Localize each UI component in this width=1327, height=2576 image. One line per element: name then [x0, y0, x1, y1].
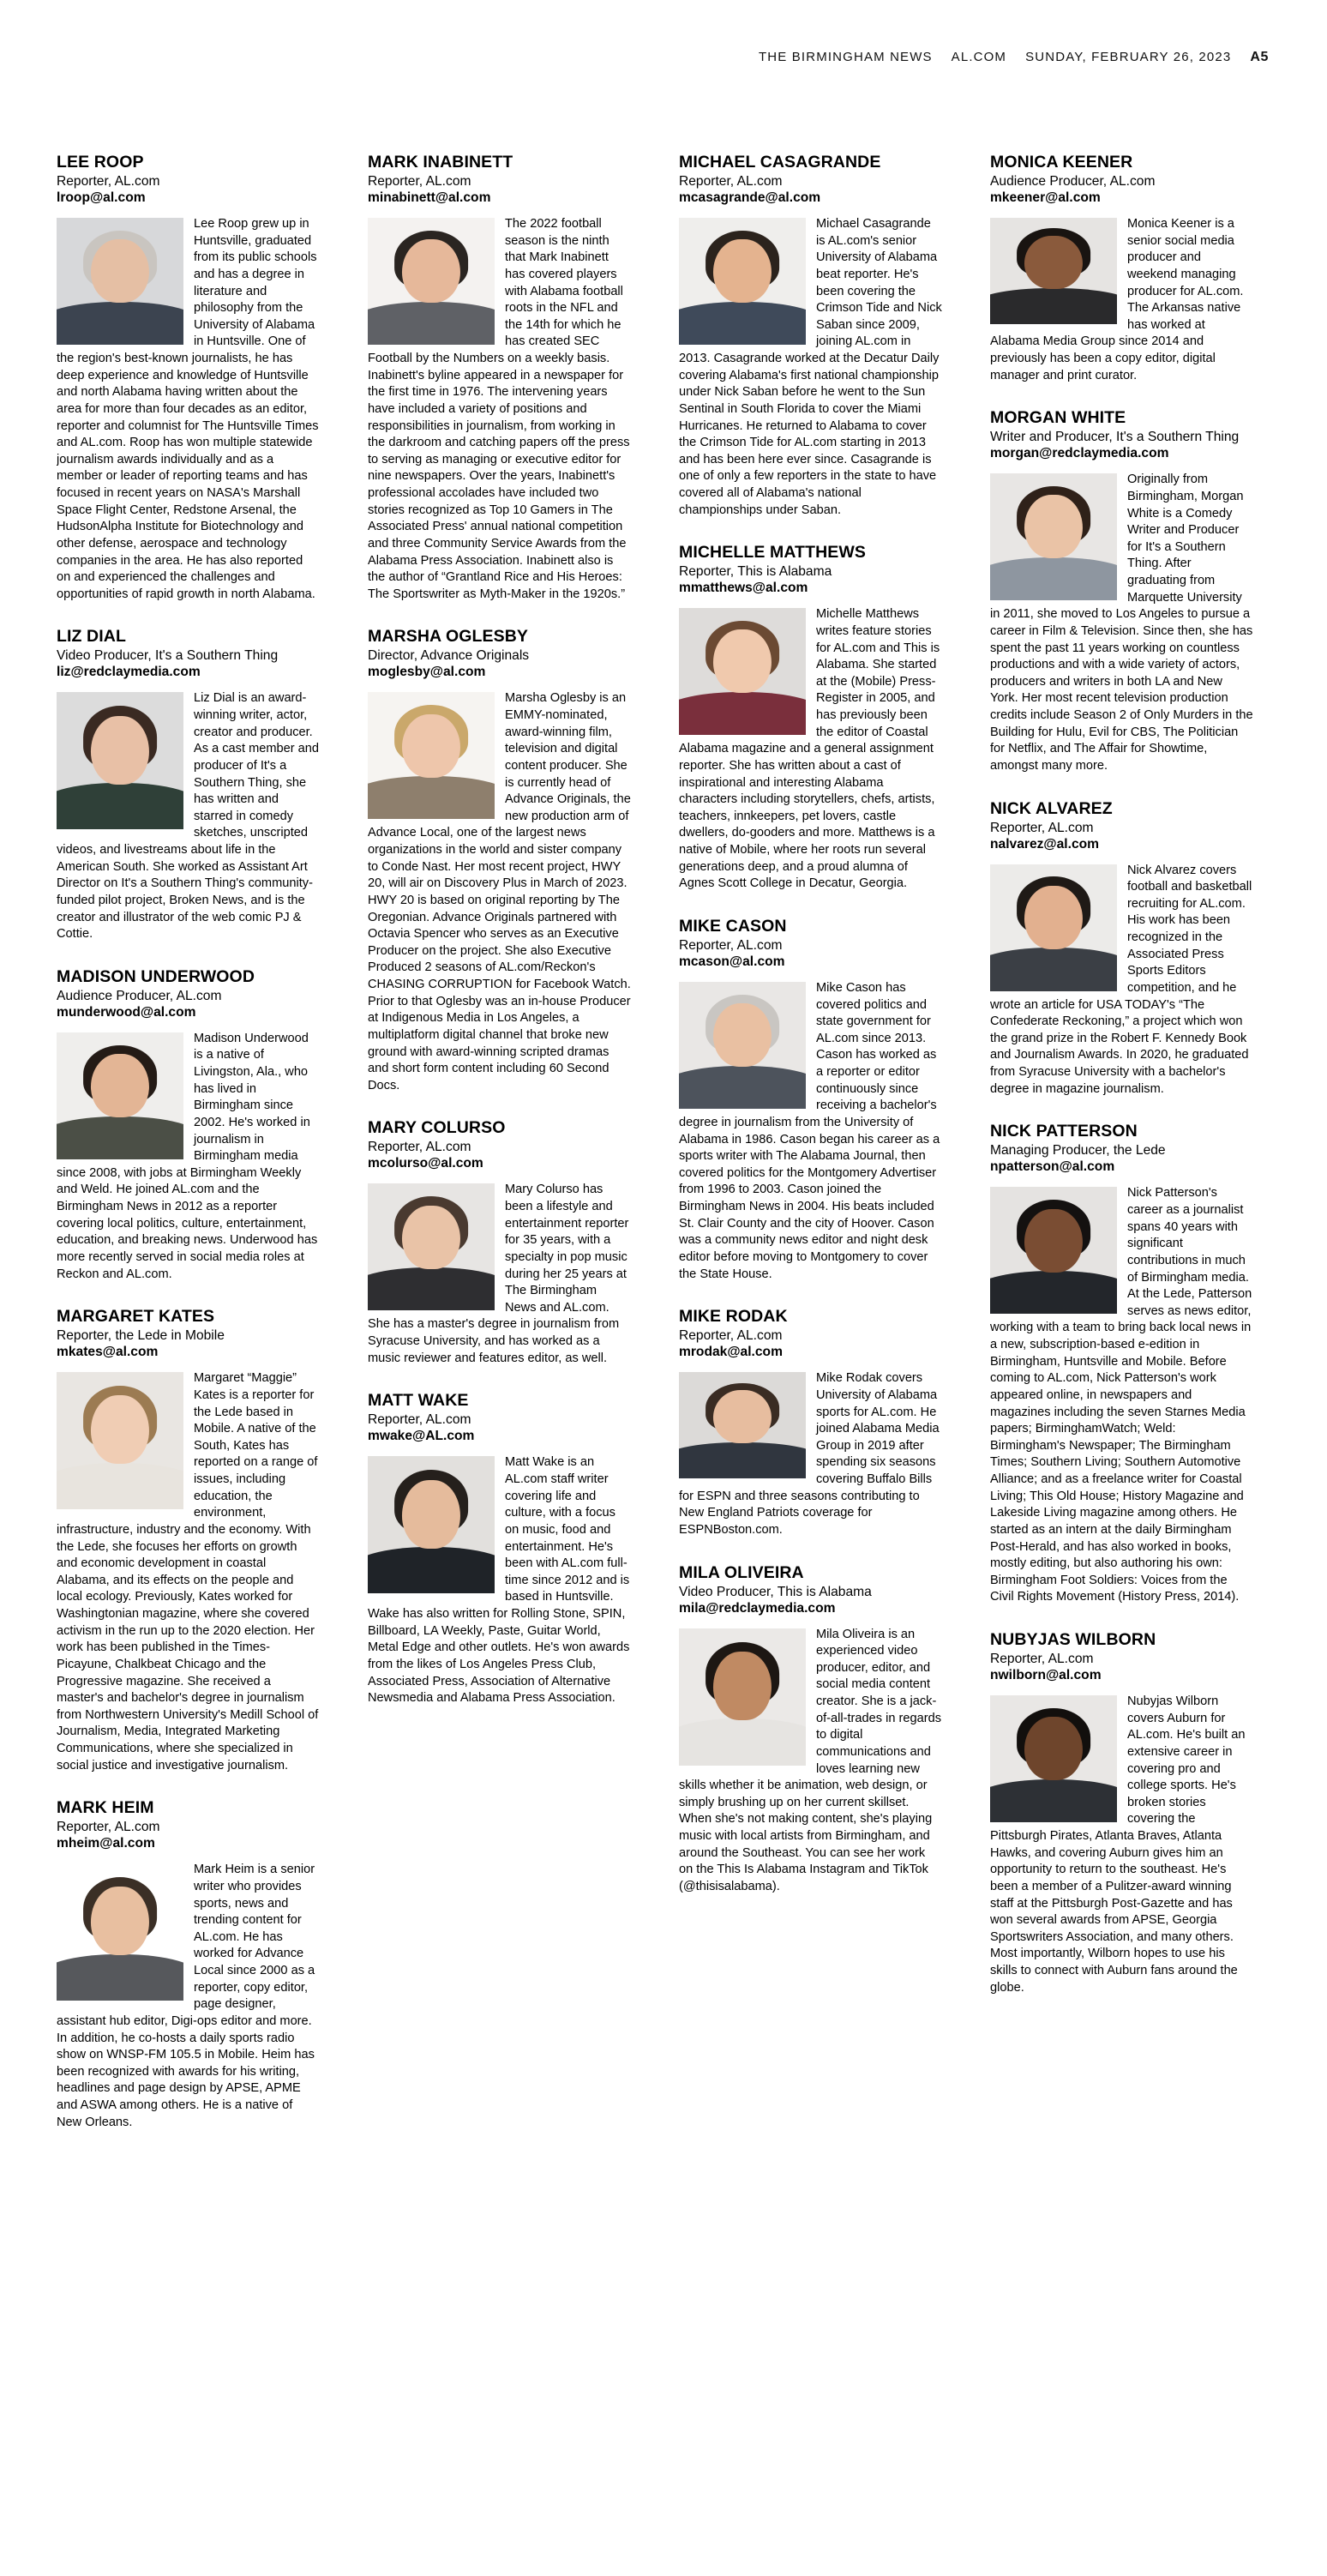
staff-title: Reporter, the Lede in Mobile: [57, 1328, 225, 1344]
running-head: [759, 50, 1269, 65]
staff-name: MORGAN WHITE: [990, 408, 1126, 428]
staff-bio-text: [679, 1627, 942, 1896]
staff-name: NUBYJAS WILBORN: [990, 1630, 1156, 1649]
staff-name: MILA OLIVEIRA: [679, 1562, 804, 1582]
staff-portrait-photo: [57, 1863, 183, 2001]
staff-portrait-photo: [990, 1695, 1117, 1822]
publication-name: THE BIRMINGHAM NEWS: [758, 50, 933, 64]
staff-bio-copy: Nubyjas Wilborn covers Auburn for AL.com. He's built an extensive career in covering pro and college sports. He's broken stories covering the Pittsburgh Pirates, Atlanta Braves, Atlanta Hawks, and covering Auburn gives him an opportunity to return to the southeast. He's been a member of a Pulitzer-award winning staff at the Pittsburgh Post-Gazette and has won several awards from APSE, Georgia Sportswriters Association, and many others. Most importantly, Wilborn hopes to use his skills to connect with Auburn fans around the globe.: [990, 1694, 1246, 1995]
staff-bio-text: [368, 1454, 631, 1706]
staff-portrait-photo: [679, 1372, 806, 1478]
staff-title: Managing Producer, the Lede: [990, 1143, 1166, 1159]
staff-title: Reporter, AL.com: [990, 820, 1094, 835]
staff-title: Audience Producer, AL.com: [990, 174, 1156, 189]
staff-portrait-photo: [990, 473, 1117, 600]
staff-email[interactable]: minabinett@al.com: [368, 190, 491, 206]
staff-title: Video Producer, This is Alabama: [679, 1584, 872, 1599]
staff-bio-copy: Matt Wake is an AL.com staff writer covering life and culture, with a focus on music, food and entertainment. He's been with AL.com full-time since 2012 and is based in Huntsville. Wake has also written for Rolling Stone, SPIN, Billboard, LA Weekly, Paste, Guitar World, Metal Edge and other outlets. He's won awards from the likes of Los Angeles Press Club, Associated Press, Association of Alternative Newsmedia and Alabama Press Association.: [368, 1455, 630, 1706]
staff-bio-entry: [679, 917, 942, 1283]
staff-name: MICHAEL CASAGRANDE: [679, 153, 881, 172]
staff-bio-text: [57, 1370, 320, 1774]
staff-portrait-photo: [679, 218, 806, 345]
staff-bio-text: [990, 216, 1253, 384]
staff-bio-text: [679, 606, 942, 893]
staff-name: MONICA KEENER: [990, 153, 1133, 172]
staff-bio-text: [679, 980, 942, 1283]
staff-bio-text: [990, 863, 1253, 1098]
staff-bio-text: [368, 216, 631, 603]
staff-title: Writer and Producer, It's a Southern Thing: [990, 430, 1240, 445]
staff-bio-entry: [679, 1307, 942, 1538]
staff-email[interactable]: nwilborn@al.com: [990, 1668, 1102, 1683]
staff-bio-entry: [57, 967, 320, 1283]
staff-email[interactable]: moglesby@al.com: [368, 665, 486, 680]
staff-bio-copy: Nick Patterson's career as a journalist spans 40 years with significant contributions in much of Birmingham media. At the Lede, Patterson serves as news editor, working with a team to bring back local news in a new, subscription-based e-edition in Birmingham, Huntsville and Mobile. Before coming to AL.com, Nick Patterson's work appeared online, in newspapers and magazines including the seven Starnes Media papers; BirminghamWatch; Weld: Birmingham's Newspaper; The Birmingham Times; Southern Living; Southern Automotive Alliance; and as a freelance writer for Coastal Living; This Old House; History Magazine and Lakeside Living magazine among others. He started as an intern at the daily Birmingham Post-Herald, and has also worked in books, mostly editing, but also authoring his own: Birmingham Foot Soldiers: Voices from the Civil Rights Movement (History Press, 2014).: [990, 1186, 1252, 1604]
staff-bio-text: [679, 216, 942, 519]
staff-name: NICK ALVAREZ: [990, 798, 1113, 818]
staff-bio-entry: [368, 153, 631, 603]
staff-bio-copy: The 2022 football season is the ninth that Mark Inabinett has covered players with Alabama football roots in the NFL and the 14th for which he has created SEC Football by the Numbers on a weekly basis. Inabinett's byline appeared in a newspaper for the first time in 1976. The intervening years have included a variety of positions and responsibilities in journalism, from working in the darkroom and catching papers off the press to serving as managing or executive editor for nine newspapers. Over the years, Inabinett's professional accolades have included two stories recognized as Top 10 Gamers in The Associated Press' annual national competition and three Community Service Awards from the Alabama Press Association. Inabinett also is the author of “Grantland Rice and His Heroes: The Sportswriter as Myth-Maker in the 1920s.”: [368, 217, 630, 601]
staff-name: LIZ DIAL: [57, 627, 126, 647]
staff-name: MARY COLURSO: [368, 1118, 506, 1138]
staff-title: Audience Producer, AL.com: [57, 988, 222, 1003]
staff-name: MARGARET KATES: [57, 1307, 215, 1327]
column-3: [679, 153, 942, 2155]
staff-email[interactable]: mcolurso@al.com: [368, 1156, 483, 1171]
staff-title: Reporter, AL.com: [990, 1652, 1094, 1666]
staff-bio-entry: [368, 1391, 631, 1706]
staff-name: MIKE CASON: [679, 916, 787, 936]
staff-bio-entry: [679, 543, 942, 893]
staff-bio-copy: Originally from Birmingham, Morgan White is a Comedy Writer and Producer for It's a Southern Thing. After graduating from Marquette University in 2011, she moved to Los Angeles to pursue a career in Film & Television. Since then, she has spent the past 11 years working on countless productions and with a wide variety of actors, producers and writers in both LA and New York. Her most recent television production credits include Season 2 of Only Murders in the Building for Hulu, Evil for CBS, The Politician for Netflix, and The Affair for Showtime, amongst many more.: [990, 472, 1253, 773]
column-4: [990, 153, 1253, 2155]
staff-bio-entry: [990, 408, 1253, 774]
staff-bio-text: [990, 472, 1253, 774]
staff-email[interactable]: munderwood@al.com: [57, 1004, 196, 1020]
issue-date: SUNDAY, FEBRUARY 26, 2023: [1025, 50, 1232, 64]
staff-name: LEE ROOP: [57, 153, 144, 172]
staff-bio-text: [57, 1862, 320, 2131]
staff-portrait-photo: [679, 1628, 806, 1766]
staff-bio-copy: Michelle Matthews writes feature stories for AL.com and This is Alabama. She started at the (Mobile) Press-Register in 2005, and has previously been the editor of Coastal Alabama magazine and a general assignment reporter. She has written about a cast of inspirational and interesting Alabama characters including storytellers, chefs, artists, teachers, innkeepers, pet lovers, castle dwellers, do-gooders and more. Matthews is a native of Mobile, where her roots run several generations deep, and a proud alumna of Agnes Scott College in Decatur, Georgia.: [679, 607, 940, 891]
staff-bio-text: [368, 690, 631, 1094]
staff-portrait-photo: [57, 692, 183, 829]
staff-bio-text: [57, 1031, 320, 1283]
staff-email[interactable]: mrodak@al.com: [679, 1345, 783, 1360]
staff-name: MADISON UNDERWOOD: [57, 966, 255, 986]
staff-name: MARK HEIM: [57, 1798, 154, 1818]
staff-bio-text: [368, 1182, 631, 1367]
staff-bio-text: [57, 690, 320, 942]
column-1: [57, 153, 320, 2155]
staff-bio-entry: [679, 1563, 942, 1896]
staff-portrait-photo: [57, 1372, 183, 1509]
staff-email[interactable]: mheim@al.com: [57, 1836, 155, 1851]
staff-bio-copy: Margaret “Maggie” Kates is a reporter for the Lede based in Mobile. A native of the South, Kates has reported on a range of issues, including education, the environment, infrastructure, industry and the economy. With the Lede, she focuses her efforts on growth and economic development in coastal Alabama, and its effects on the people and local ecology. Previously, Kates worked for Washingtonian magazine, where she covered activism in the run up to the 2020 election. Her work has been published in the Times-Picayune, Chalkbeat Chicago and the Progressive magazine. She received a master's and bachelor's degree in journalism from Northwestern University's Medill School of Journalism, Media, Integrated Marketing Communications, where she specialized in social justice and investigative journalism.: [57, 1371, 319, 1773]
staff-email[interactable]: lroop@al.com: [57, 190, 146, 206]
staff-title: Reporter, AL.com: [368, 1140, 471, 1155]
staff-portrait-photo: [990, 218, 1117, 324]
staff-bio-entry: [57, 1307, 320, 1774]
staff-email[interactable]: nalvarez@al.com: [990, 836, 1100, 852]
column-2: [368, 153, 631, 2155]
website-name: AL.COM: [951, 50, 1007, 64]
staff-email[interactable]: mcasagrande@al.com: [679, 190, 821, 206]
staff-bio-copy: Nick Alvarez covers football and basketball recruiting for AL.com. His work has been recognized in the Associated Press Sports Editors competition, and he wrote an article for USA TODAY's “The Confederate Reckoning,” a project which won the grand prize in the Robert F. Kennedy Book and Journalism Awards. In 2020, he graduated from Syracuse University with a bachelor's degree in magazine journalism.: [990, 863, 1252, 1096]
staff-title: Reporter, This is Alabama: [679, 564, 832, 580]
staff-portrait-photo: [990, 864, 1117, 991]
staff-portrait-photo: [368, 218, 495, 345]
staff-email[interactable]: mkeener@al.com: [990, 190, 1101, 206]
staff-title: Reporter, AL.com: [679, 174, 783, 189]
staff-bio-entry: [57, 1798, 320, 2131]
staff-bio-copy: Michael Casagrande is AL.com's senior University of Alabama beat reporter. He's been covering the Crimson Tide and Nick Saban since 2009, joining AL.com in 2013. Casagrande worked at the Decatur Daily covering Alabama's first national championship under Nick Saban before he went to the Sun Sentinal in South Florida to cover the Miami Hurricanes. He returned to Alabama to cover the Crimson Tide for AL.com starting in 2013 and has been here ever since. Casagrande is one of only a few reporters in the state to have covered all of Alabama's national championships under Saban.: [679, 217, 942, 517]
staff-bio-text: [57, 216, 320, 603]
page-folio: A5: [1250, 50, 1269, 64]
staff-bio-copy: Lee Roop grew up in Huntsville, graduated from its public schools and has a degree in literature and philosophy from the University of Alabama in Huntsville. One of the region's best-known journalists, he has deep experience and knowledge of Huntsville and north Alabama having written about the area for more than four decades as an editor, reporter and columnist for The Huntsville Times and AL.com. Roop has won multiple statewide journalism awards individually and as a member or leader of reporting teams and has focused in recent years on NASA's Marshall Space Flight Center, Redstone Arsenal, the HudsonAlpha Institute for Biotechnology and other defense, aerospace and technology companies in the area. He has also reported on and experienced the challenges and opportunities of rapid growth in north Alabama.: [57, 217, 319, 601]
staff-bio-text: [990, 1694, 1253, 1996]
staff-email[interactable]: mkates@al.com: [57, 1345, 159, 1360]
staff-portrait-photo: [57, 218, 183, 345]
staff-email[interactable]: mila@redclaymedia.com: [679, 1600, 836, 1616]
staff-title: Reporter, AL.com: [57, 174, 160, 189]
staff-portrait-photo: [368, 1456, 495, 1593]
staff-portrait-photo: [368, 1183, 495, 1310]
staff-email[interactable]: mwake@AL.com: [368, 1429, 475, 1444]
staff-name: MATT WAKE: [368, 1391, 469, 1411]
staff-name: MARK INABINETT: [368, 153, 513, 172]
staff-name: MARSHA OGLESBY: [368, 627, 529, 647]
staff-name: NICK PATTERSON: [990, 1122, 1138, 1141]
staff-email[interactable]: mmatthews@al.com: [679, 581, 808, 596]
staff-bio-copy: Monica Keener is a senior social media producer and weekend managing producer for AL.com. The Arkansas native has worked at Alabama Media Group since 2014 and previously has been a copy editor, digital manager and print curator.: [990, 217, 1244, 382]
staff-bio-copy: Mary Colurso has been a lifestyle and entertainment reporter for 35 years, with a specialty in pop music during her 25 years at The Birmingham News and AL.com. She has a master's degree in journalism from Syracuse University, and has worked as a music reviewer and features editor, as well.: [368, 1183, 629, 1365]
staff-bio-entry: [368, 1118, 631, 1367]
staff-directory-columns: [57, 153, 1270, 2155]
staff-bio-copy: Mila Oliveira is an experienced video producer, editor, and social media content creator. She is a jack-of-all-trades in regards to digital communications and loves learning new skills whether it be animation, web design, or simply brushing up on her current skillset. When she's not making content, she's playing music with local artists from Birmingham, and around the Southeast. You can see her work on the This Is Alabama Instagram and TikTok (@thisisalabama).: [679, 1627, 942, 1893]
staff-bio-copy: Mike Cason has covered politics and state government for AL.com since 2013. Cason has worked as a reporter or editor continuously since receiving a bachelor's degree in journalism from the University of Alabama in 1986. Cason began his career as a sports writer with The Alabama Journal, then covered politics for the Montgomery Advertiser from 1996 to 2003. Cason joined the Birmingham News in 2004. His beats included St. Clair County and the city of Hoover. Cason was a community news editor and night desk editor before moving to Montgomery to cover the State House.: [679, 980, 940, 1281]
staff-title: Reporter, AL.com: [57, 1820, 160, 1835]
staff-name: MICHELLE MATTHEWS: [679, 543, 866, 563]
staff-portrait-photo: [679, 608, 806, 735]
staff-bio-copy: Mark Heim is a senior writer who provides sports, news and trending content for AL.com. He has worked for Advance Local since 2000 as a reporter, copy editor, page designer, assistant hub editor, Digi-ops editor and more. In addition, he co-hosts a daily sports radio show on WNSP-FM 105.5 in Mobile. Heim has been recognized with awards for his writing, headlines and page design by APSE, APME and ASWA among others. He is a native of New Orleans.: [57, 1863, 315, 2129]
staff-portrait-photo: [990, 1187, 1117, 1314]
staff-title: Reporter, AL.com: [679, 1328, 783, 1344]
staff-name: MIKE RODAK: [679, 1307, 788, 1327]
staff-email[interactable]: liz@redclaymedia.com: [57, 665, 201, 680]
staff-title: Reporter, AL.com: [368, 1412, 471, 1428]
staff-title: Video Producer, It's a Southern Thing: [57, 648, 279, 664]
staff-title: Reporter, AL.com: [368, 174, 471, 189]
staff-email[interactable]: npatterson@al.com: [990, 1159, 1115, 1175]
staff-bio-copy: Madison Underwood is a native of Livingston, Ala., who has lived in Birmingham since 2002. He's worked in journalism in Birmingham media since 2008, with jobs at Birmingham Weekly and Weld. He joined AL.com and the Birmingham News in 2012 as a reporter covering local politics, culture, entertainment, education, and breaking news. Underwood has more recently served in social media roles at Reckon and AL.com.: [57, 1031, 318, 1281]
staff-email[interactable]: morgan@redclaymedia.com: [990, 446, 1169, 461]
staff-title: Reporter, AL.com: [679, 937, 783, 953]
staff-portrait-photo: [57, 1032, 183, 1159]
staff-bio-entry: [990, 1122, 1253, 1606]
staff-bio-entry: [368, 627, 631, 1094]
staff-bio-copy: Mike Rodak covers University of Alabama sports for AL.com. He joined Alabama Media Group in 2019 after spending six seasons covering Buffalo Bills for ESPN and three seasons contributing to New England Patriots coverage for ESPNBoston.com.: [679, 1371, 940, 1537]
staff-portrait-photo: [679, 982, 806, 1109]
staff-bio-entry: [679, 153, 942, 519]
staff-bio-copy: Marsha Oglesby is an EMMY-nominated, award-winning film, television and digital content producer. She is currently head of Advance Originals, the new production arm of Advance Local, one of the largest news organizations in the world and sister company to Conde Nast. Her most recent project, HWY 20, will air on Discovery Plus in March of 2023. HWY 20 is based on original reporting by The Oregonian. Advance Originals partnered with Octavia Spencer who serves as an Executive Producer on the project. She also Executive Produced 2 seasons of AL.com/Reckon's CHASING CORRUPTION for Facebook Watch. Prior to that Oglesby was an in-house Producer at Indigenous Media in Los Angeles, a multiplatform digital channel that broke new ground with award-winning scripted dramas and short form content including 60 Second Docs.: [368, 691, 631, 1092]
staff-bio-entry: [990, 153, 1253, 384]
staff-title: Director, Advance Originals: [368, 648, 530, 664]
staff-email[interactable]: mcason@al.com: [679, 954, 785, 969]
staff-bio-text: [679, 1370, 942, 1538]
staff-bio-entry: [57, 627, 320, 942]
staff-bio-entry: [990, 799, 1253, 1098]
staff-bio-text: [990, 1185, 1253, 1606]
staff-bio-entry: [990, 1630, 1253, 1996]
staff-bio-entry: [57, 153, 320, 603]
staff-portrait-photo: [368, 692, 495, 819]
staff-bio-copy: Liz Dial is an award-winning writer, actor, creator and producer. As a cast member and producer of It's a Southern Thing, she has written and starred in comedy sketches, unscripted videos, and livestreams about life in the American South. She worked as Assistant Art Director on It's a Southern Thing's community-funded pilot project, Broken News, and is the creator and illustrator of the web comic PJ & Cottie.: [57, 691, 320, 942]
